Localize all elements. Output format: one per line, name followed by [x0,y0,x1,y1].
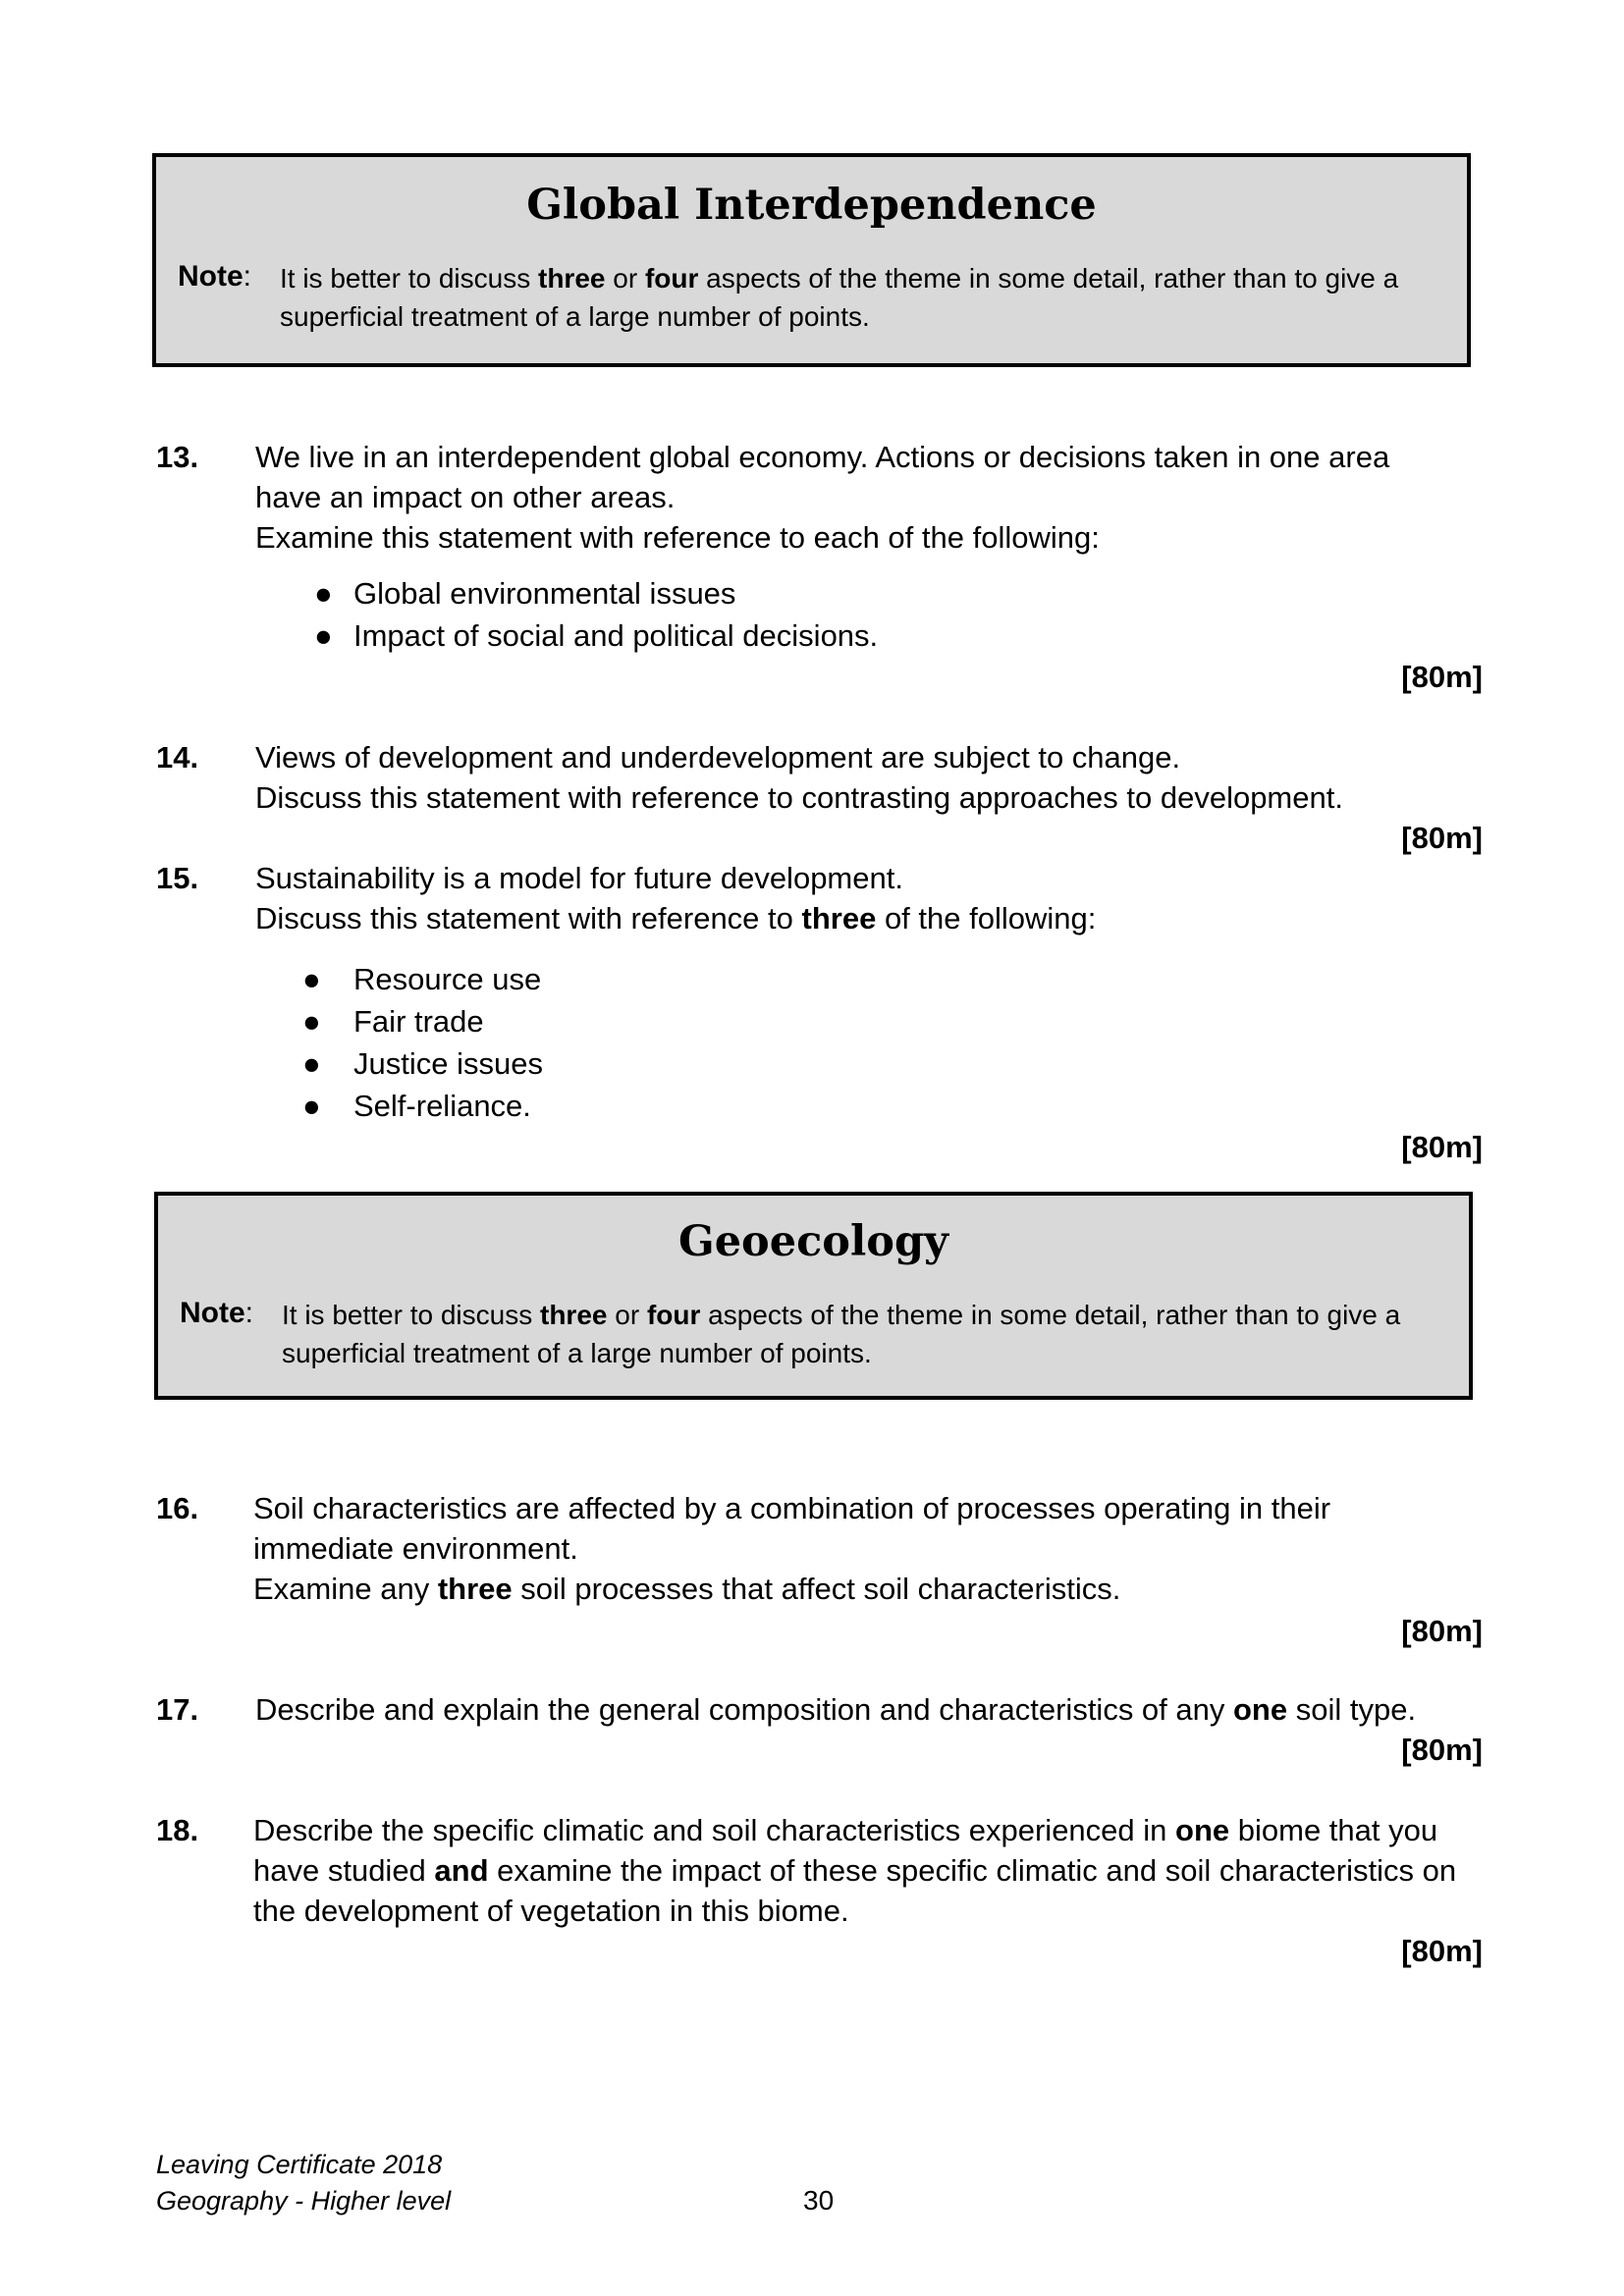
question-number-13: 13. [156,440,199,474]
section-box-global-interdependence [152,153,1471,367]
note-label: Note: [178,260,252,293]
question-number-17: 17. [156,1692,199,1727]
q18-marks: [80m] [1401,1934,1483,1968]
q16-line-1: Soil characteristics are affected by a combination of processes operating in their [253,1491,1331,1525]
q16-marks: [80m] [1401,1614,1483,1648]
note-label: Note: [180,1297,254,1329]
bullet-icon: ● [302,1089,321,1123]
bullet-icon: ● [302,962,321,996]
footer-subject-level: Geography - Higher level [156,2186,452,2216]
bullet-icon: ● [314,576,333,611]
q14-line-1: Views of development and underdevelopment are subject to change. [255,740,1181,774]
q15-bullet-4: Self-reliance. [353,1089,531,1123]
bullet-icon: ● [302,1004,321,1039]
note-line-2: superficial treatment of a large number of points. [280,301,870,332]
q15-bullet-2: Fair trade [353,1004,484,1039]
question-number-18: 18. [156,1813,199,1847]
q15-bullet-3: Justice issues [353,1046,543,1081]
q18-line-3: the development of vegetation in this biome. [253,1894,849,1928]
q13-line-2: have an impact on other areas. [255,480,676,514]
bullet-icon: ● [314,618,333,653]
q13-bullet-1: Global environmental issues [353,576,736,611]
note-line-1: It is better to discuss three or four aspects of the theme in some detail, rather than to give a [280,263,1399,294]
q16-line-3: Examine any three soil processes that affect soil characteristics. [253,1572,1121,1606]
section-box-geoecology [154,1192,1473,1400]
question-number-15: 15. [156,861,199,895]
q13-line-1: We live in an interdependent global economy. Actions or decisions taken in one area [255,440,1390,474]
section-title: Global Interdependence [526,181,1097,230]
q14-line-2: Discuss this statement with reference to contrasting approaches to development. [255,780,1343,815]
q18-line-2: have studied and examine the impact of these specific climatic and soil characteristics on [253,1853,1457,1888]
q18-line-1: Describe the specific climatic and soil characteristics experienced in one biome that you [253,1813,1438,1847]
q13-bullet-2: Impact of social and political decisions. [353,618,879,653]
q13-marks: [80m] [1401,660,1483,694]
q15-marks: [80m] [1401,1130,1483,1164]
note-line-1: It is better to discuss three or four aspects of the theme in some detail, rather than to give a [282,1300,1401,1330]
q15-bullet-1: Resource use [353,962,542,996]
q16-line-2: immediate environment. [253,1531,578,1566]
page-number: 30 [803,2185,835,2216]
question-number-16: 16. [156,1491,199,1525]
q13-line-3: Examine this statement with reference to each of the following: [255,520,1100,555]
note-line-2: superficial treatment of a large number of points. [282,1338,872,1368]
q17-line-1: Describe and explain the general composition and characteristics of any one soil type. [255,1692,1417,1727]
bullet-icon: ● [302,1046,321,1081]
q17-marks: [80m] [1401,1733,1483,1767]
question-number-14: 14. [156,740,199,774]
q15-line-2: Discuss this statement with reference to three of the following: [255,901,1097,935]
section-title: Geoecology [677,1217,949,1266]
footer-exam-title: Leaving Certificate 2018 [156,2150,443,2179]
q14-marks: [80m] [1401,821,1483,855]
q15-line-1: Sustainability is a model for future development. [255,861,903,895]
